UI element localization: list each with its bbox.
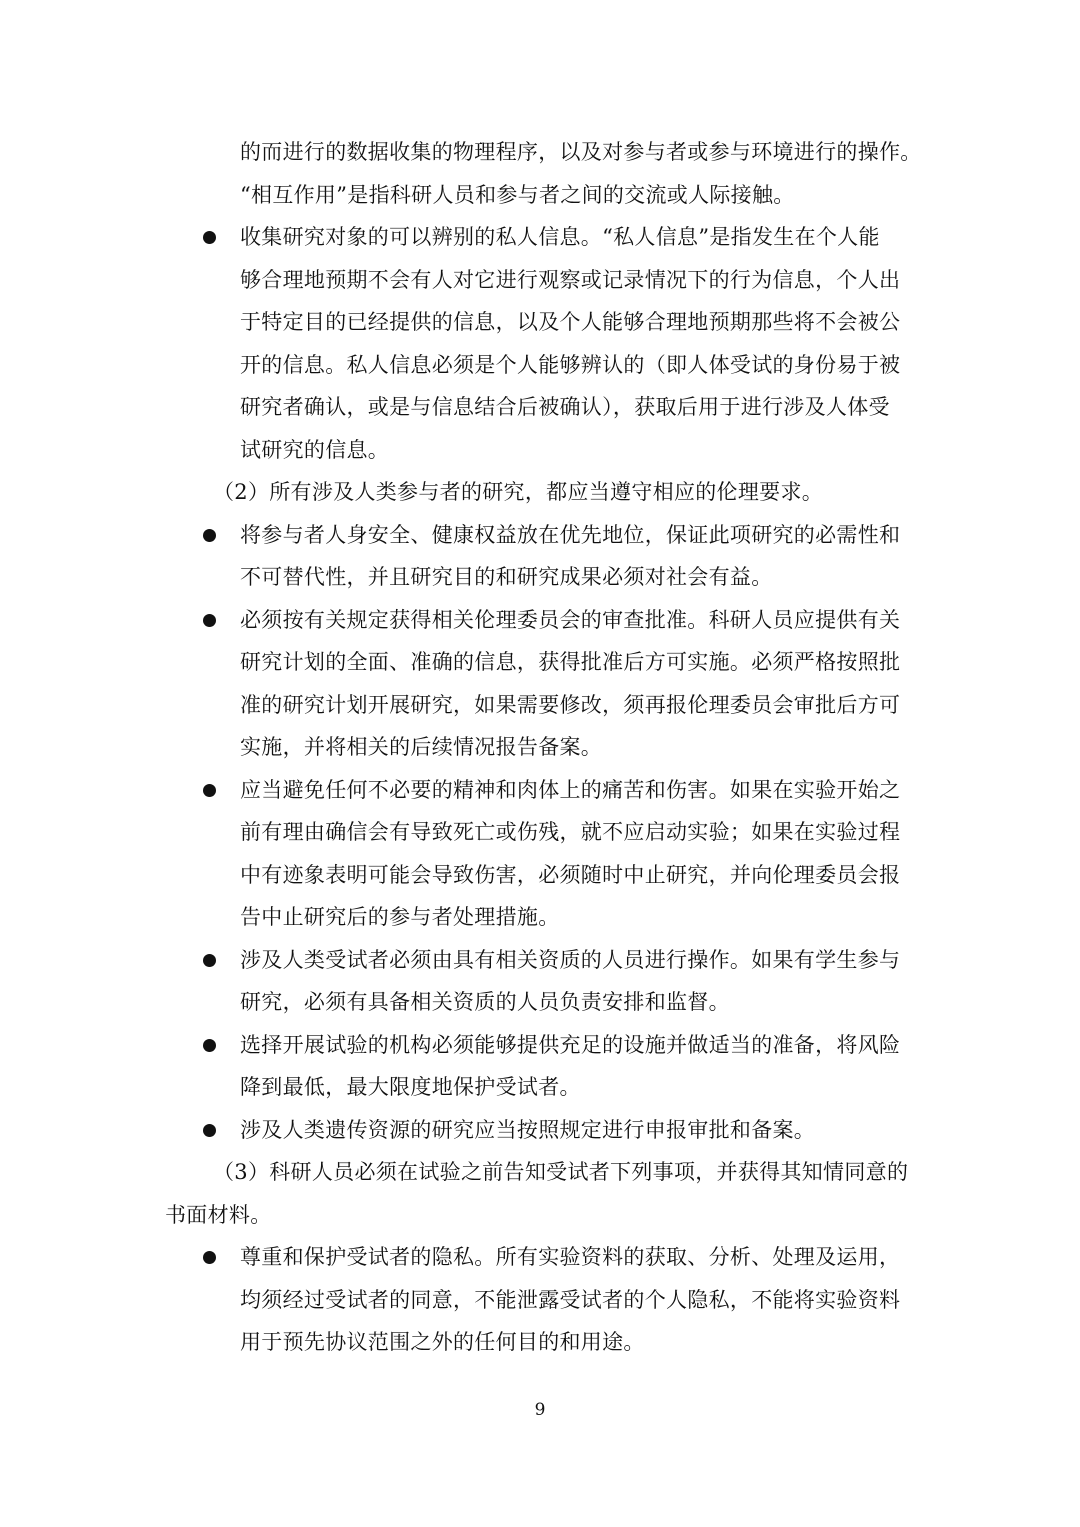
text-line: 涉及人类遗传资源的研究应当按照规定进行申报审批和备案。 xyxy=(240,1117,816,1142)
section-heading: （3）科研人员必须在试验之前告知受试者下列事项，并获得其知情同意的 xyxy=(213,1160,909,1184)
text-line: 收集研究对象的可以辨别的私人信息。“私人信息”是指发生在个人能 xyxy=(240,225,880,249)
bullet-dot-icon xyxy=(203,784,216,797)
page-number: 9 xyxy=(534,1400,546,1420)
text-line: 告中止研究后的参与者处理措施。 xyxy=(240,905,560,929)
section-heading: （2）所有涉及人类参与者的研究，都应当遵守相应的伦理要求。 xyxy=(213,480,824,504)
text-line: 必须按有关规定获得相关伦理委员会的审查批准。科研人员应提供有关 xyxy=(240,607,901,632)
text-line: 中有迹象表明可能会导致伤害，必须随时中止研究，并向伦理委员会报 xyxy=(240,862,901,887)
text-line: 书面材料。 xyxy=(165,1202,272,1227)
text-line: 应当避免任何不必要的精神和肉体上的痛苦和伤害。如果在实验开始之 xyxy=(240,777,901,802)
bullet-dot-icon xyxy=(203,614,216,627)
text-line: 于特定目的已经提供的信息，以及个人能够合理地预期那些将不会被公 xyxy=(240,310,901,334)
bullet-dot-icon xyxy=(203,529,216,542)
text-line: 实施，并将相关的后续情况报告备案。 xyxy=(240,735,603,759)
text-line: 前有理由确信会有导致死亡或伤残，就不应启动实验；如果在实验过程 xyxy=(240,820,901,844)
text-line: 选择开展试验的机构必须能够提供充足的设施并做适当的准备，将风险 xyxy=(240,1032,901,1057)
bullet-item xyxy=(165,1109,925,1152)
page-content xyxy=(165,131,925,1364)
text-line: 的而进行的数据收集的物理程序，以及对参与者或参与环境进行的操作。 xyxy=(240,140,922,164)
bullet-item xyxy=(165,1024,925,1067)
text-line: “相互作用”是指科研人员和参与者之间的交流或人际接触。 xyxy=(240,182,795,207)
text-line: 够合理地预期不会有人对它进行观察或记录情况下的行为信息，个人出 xyxy=(240,267,901,292)
text-line: 将参与者人身安全、健康权益放在优先地位，保证此项研究的必需性和 xyxy=(240,522,901,547)
bullet-item xyxy=(165,769,925,812)
text-line: 尊重和保护受试者的隐私。所有实验资料的获取、分析、处理及运用， xyxy=(240,1245,901,1269)
bullet-dot-icon xyxy=(203,1039,216,1052)
text-line: 研究，必须有具备相关资质的人员负责安排和监督。 xyxy=(240,990,730,1014)
bullet-item xyxy=(165,216,925,259)
bullet-dot-icon xyxy=(203,1251,216,1264)
bullet-item xyxy=(165,599,925,642)
bullet-item xyxy=(165,1236,925,1279)
bullet-dot-icon xyxy=(203,231,216,244)
text-line: 准的研究计划开展研究，如果需要修改，须再报伦理委员会审批后方可 xyxy=(240,692,901,717)
bullet-item xyxy=(165,514,925,557)
text-line: 降到最低，最大限度地保护受试者。 xyxy=(240,1075,581,1099)
text-line: 用于预先协议范围之外的任何目的和用途。 xyxy=(240,1330,645,1354)
text-line: 研究者确认，或是与信息结合后被确认），获取后用于进行涉及人体受 xyxy=(240,395,890,419)
bullet-dot-icon xyxy=(203,954,216,967)
text-line: 试研究的信息。 xyxy=(240,437,390,462)
bullet-item xyxy=(165,939,925,982)
bullet-dot-icon xyxy=(203,1124,216,1137)
text-line: 研究计划的全面、准确的信息，获得批准后方可实施。必须严格按照批 xyxy=(240,650,901,674)
text-line: 不可替代性，并且研究目的和研究成果必须对社会有益。 xyxy=(240,565,773,589)
text-line: 涉及人类受试者必须由具有相关资质的人员进行操作。如果有学生参与 xyxy=(240,947,901,972)
text-line: 开的信息。私人信息必须是个人能够辨认的（即人体受试的身份易于被 xyxy=(240,352,901,377)
text-line: 均须经过受试者的同意，不能泄露受试者的个人隐私，不能将实验资料 xyxy=(240,1287,901,1312)
